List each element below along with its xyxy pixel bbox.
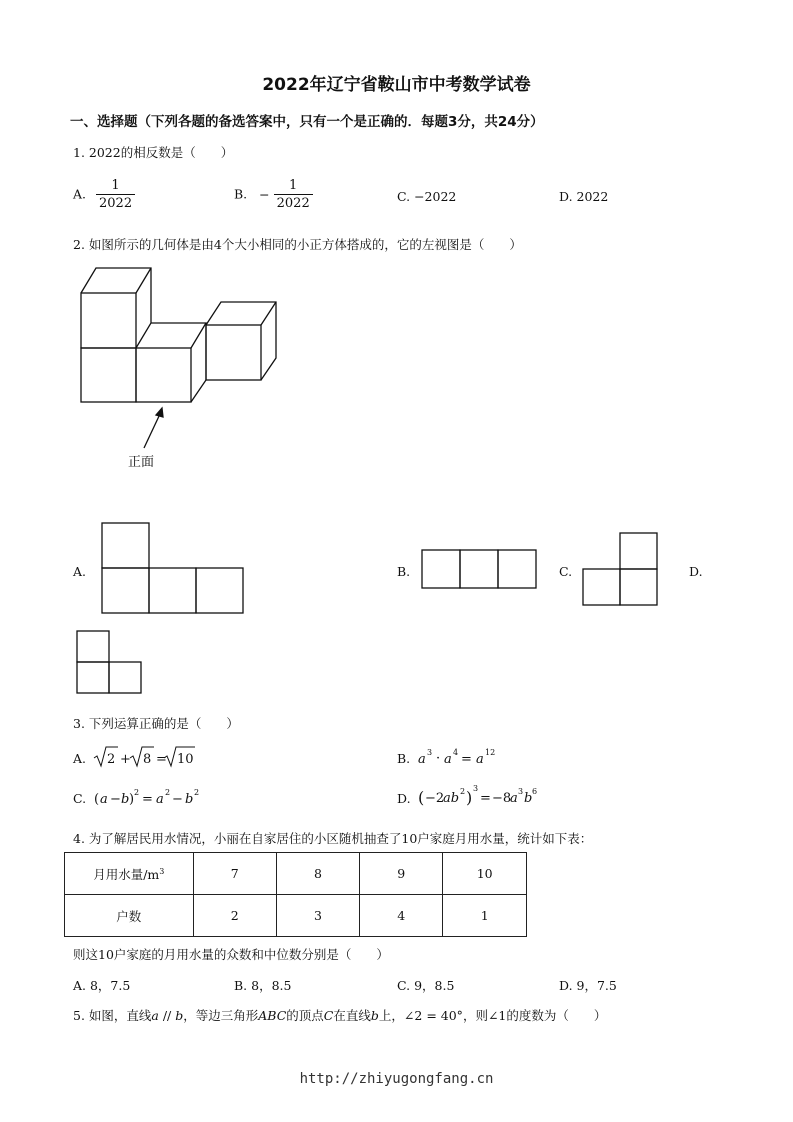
q2-option-c-figure	[582, 532, 659, 607]
q3-option-b-formula	[416, 744, 526, 770]
q4-option-b: B. 8，8.5	[234, 978, 292, 993]
table-cell: 1	[443, 895, 527, 937]
svg-text:b: b	[121, 792, 130, 807]
svg-text:2: 2	[107, 752, 116, 767]
q5-parallel-symbol: //	[158, 1008, 176, 1023]
q3-option-d-formula	[416, 782, 556, 810]
q5-text: 上，	[378, 1008, 404, 1023]
svg-text:−: −	[172, 792, 183, 807]
row-header-unit: m	[147, 866, 160, 882]
q5-line-b: b	[175, 1008, 184, 1023]
svg-text:a: a	[444, 752, 452, 767]
q5-line-b: b	[370, 1008, 379, 1023]
svg-text:a: a	[156, 792, 164, 807]
svg-text:a: a	[510, 791, 518, 806]
q3-option-c-formula	[92, 784, 222, 810]
q2-option-a-figure	[100, 521, 246, 616]
svg-text:+: +	[120, 752, 131, 767]
svg-text:3: 3	[518, 787, 524, 796]
svg-text:4: 4	[453, 748, 459, 757]
q3-c-label: C.	[73, 791, 87, 806]
svg-text:a: a	[476, 752, 484, 767]
q2-front-label: 正面	[128, 455, 155, 470]
q1-a-label: A.	[73, 186, 87, 202]
table-cell: 9	[360, 853, 443, 895]
q2-a-label: A.	[73, 564, 87, 579]
q1-option-b	[234, 178, 313, 212]
q1-option-c: C. −2022	[397, 189, 457, 204]
svg-text:=: =	[156, 752, 167, 767]
q2-c-label: C.	[559, 564, 573, 579]
table-cell: 8	[276, 853, 359, 895]
q5-line-a: a	[151, 1008, 159, 1023]
q2-stem: 2. 如图所示的几何体是由4个大小相同的小正方体搭成的，它的左视图是（ ）	[73, 237, 522, 252]
svg-text:ab: ab	[443, 791, 460, 806]
q3-stem: 3. 下列运算正确的是（ ）	[73, 716, 239, 731]
svg-text:a: a	[100, 792, 108, 807]
footer-url[interactable]: http://zhiyugongfang.cn	[299, 1071, 494, 1087]
svg-text:8: 8	[143, 752, 152, 767]
svg-text:): )	[129, 792, 135, 807]
svg-text:=: =	[142, 792, 153, 807]
q4-question: 则这10户家庭的月用水量的众数和中位数分别是（ ）	[73, 947, 389, 962]
svg-text:(: (	[94, 792, 100, 807]
svg-text:10: 10	[177, 752, 194, 767]
svg-text:2: 2	[460, 787, 466, 796]
q1-b-sign: −	[259, 186, 270, 202]
q1-b-fraction	[274, 178, 313, 212]
q5-stem	[73, 1006, 606, 1024]
table-cell: 3	[276, 895, 359, 937]
q2-b-label: B.	[397, 564, 411, 579]
q2-solid-figure	[70, 262, 290, 477]
svg-text:12: 12	[485, 748, 496, 757]
q3-d-label: D.	[397, 791, 411, 806]
q4-data-table	[64, 852, 527, 937]
table-cell: 2	[193, 895, 276, 937]
q4-option-d: D. 9，7.5	[559, 978, 617, 993]
table-row	[65, 853, 527, 895]
svg-text:3: 3	[427, 748, 433, 757]
table-cell: 4	[360, 895, 443, 937]
q1-stem: 1. 2022的相反数是（ ）	[73, 145, 234, 160]
q3-a-label: A.	[73, 751, 87, 766]
q5-text: 的顶点	[286, 1008, 324, 1023]
section-heading: 一、选择题（下列各题的备选答案中，只有一个是正确的．每题3分，共24分）	[70, 114, 544, 130]
q5-triangle-name: ABC	[258, 1008, 287, 1023]
svg-text:3: 3	[473, 784, 479, 793]
svg-text:): )	[466, 788, 473, 807]
table-row	[65, 895, 527, 937]
q1-option-a	[73, 178, 135, 212]
q4-option-a: A. 8，7.5	[73, 978, 131, 993]
table-cell: 10	[443, 853, 527, 895]
q2-option-d-figure	[76, 630, 143, 695]
svg-text:a: a	[418, 752, 426, 767]
svg-text:−8: −8	[492, 791, 512, 806]
q1-a-fraction	[96, 178, 135, 212]
q4-option-c: C. 9，8.5	[397, 978, 455, 993]
q1-a-denominator: 2022	[96, 194, 135, 212]
q5-text: ，则∠1的度数为（ ）	[462, 1008, 607, 1023]
q1-b-numerator: 1	[289, 178, 298, 193]
table-cell: 7	[193, 853, 276, 895]
row-header-text: 月用水量/	[93, 866, 148, 882]
q2-option-b-figure	[421, 549, 539, 590]
q3-option-a-formula	[92, 744, 202, 770]
svg-text:2: 2	[134, 788, 140, 797]
q1-b-denominator: 2022	[274, 194, 313, 212]
svg-text:−2: −2	[425, 791, 445, 806]
row-header-unit-exponent: 3	[159, 866, 165, 876]
svg-text:−: −	[110, 792, 121, 807]
q5-text: 5. 如图，直线	[73, 1008, 152, 1023]
q5-vertex: C	[323, 1008, 334, 1023]
q4-stem: 4. 为了解居民用水情况，小丽在自家居住的小区随机抽查了10户家庭月用水量，统计如下表：	[73, 831, 593, 846]
svg-text:2: 2	[194, 788, 200, 797]
table-header-cell: 户数	[65, 895, 194, 937]
svg-text:(: (	[418, 788, 425, 807]
svg-text:b: b	[185, 792, 194, 807]
svg-text:6: 6	[532, 787, 538, 796]
svg-text:2: 2	[165, 788, 171, 797]
q1-b-label: B.	[234, 186, 248, 202]
table-header-cell	[65, 853, 194, 895]
svg-text:=: =	[461, 752, 472, 767]
svg-text:·: ·	[436, 751, 441, 766]
q3-b-label: B.	[397, 751, 411, 766]
q5-text: 在直线	[333, 1008, 371, 1023]
page-title: 2022年辽宁省鞍山市中考数学试卷	[262, 75, 531, 95]
svg-text:=: =	[480, 791, 491, 806]
q1-a-numerator: 1	[111, 178, 120, 193]
q5-text: ，等边三角形	[183, 1008, 259, 1023]
q1-option-d: D. 2022	[559, 189, 609, 204]
q5-angle: ∠2 = 40°	[403, 1008, 463, 1023]
svg-text:b: b	[524, 791, 533, 806]
q2-d-label: D.	[689, 564, 703, 579]
